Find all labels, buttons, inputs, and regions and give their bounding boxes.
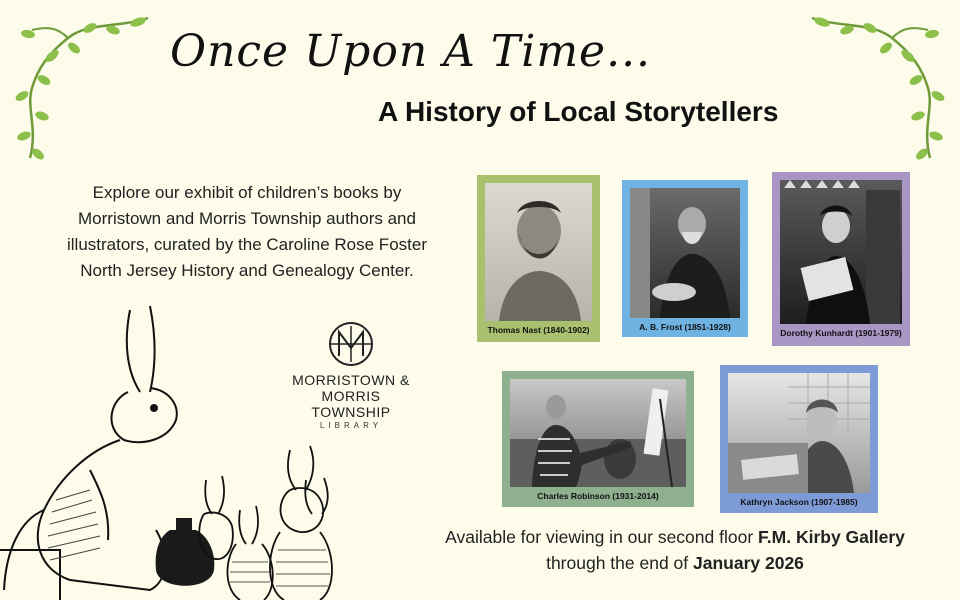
gallery-name: F.M. Kirby Gallery (758, 527, 905, 547)
script-title: Once Upon A Time... (170, 26, 652, 77)
vine-decoration-left-icon (8, 8, 158, 168)
portrait-photo (780, 180, 902, 324)
logo-line-2: MORRIS TOWNSHIP (311, 388, 391, 420)
gallery-notice-prefix: Available for viewing in our second floor (445, 527, 759, 547)
portrait-card (622, 180, 748, 337)
rabbit-illustration-icon (0, 300, 360, 600)
portrait-card (772, 172, 910, 346)
portrait-photo (485, 183, 592, 321)
intro-text: Explore our exhibit of children’s books by Morristown and Morris Township authors and illustrators, curated by the Caroline Rose Foster North Jersey History and Genealogy Center. (67, 183, 427, 280)
portrait-caption: Kathryn Jackson (1907-1985) (740, 497, 858, 507)
gallery-notice-line-1 (410, 524, 940, 550)
page-subtitle: A History of Local Storytellers (378, 96, 779, 127)
portrait-card (477, 175, 600, 342)
portrait-caption: Dorothy Kunhardt (1901-1979) (780, 328, 902, 338)
portrait-caption: Thomas Nast (1840-1902) (487, 325, 590, 335)
portrait-photo (630, 188, 740, 318)
logo-line-1: MORRISTOWN & (292, 372, 410, 388)
gallery-date-prefix: through the end of (546, 553, 693, 573)
vine-decoration-right-icon (802, 8, 952, 168)
logo-line-3: LIBRARY (319, 421, 383, 430)
portrait-photo (728, 373, 870, 493)
portrait-photo (510, 379, 686, 487)
portrait-card (502, 371, 694, 507)
gallery-end-date: January 2026 (693, 553, 804, 573)
portrait-caption: A. B. Frost (1851-1928) (639, 322, 731, 332)
portrait-caption: Charles Robinson (1931-2014) (537, 491, 659, 501)
gallery-notice-line-2 (410, 550, 940, 576)
gallery-notice (410, 524, 940, 576)
portrait-card (720, 365, 878, 513)
